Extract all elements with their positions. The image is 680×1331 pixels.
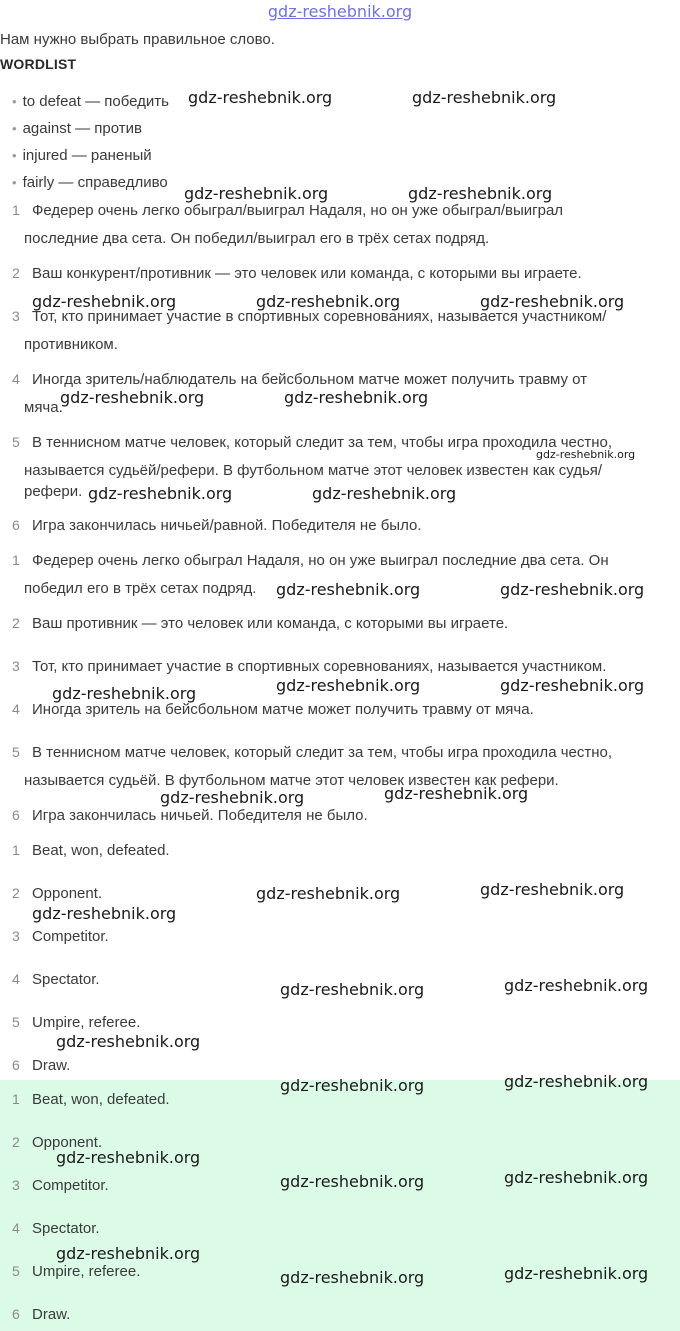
- watermark: gdz-reshebnik.org: [284, 388, 429, 407]
- bullet-icon: •: [12, 175, 17, 190]
- watermark: gdz-reshebnik.org: [280, 1268, 425, 1287]
- option-line: Иногда зритель/наблюдатель на бейсбольном матче может получить травму от: [32, 371, 588, 388]
- item-number: 3: [12, 658, 20, 674]
- watermark-link[interactable]: gdz-reshebnik.org: [267, 2, 413, 21]
- translation-line: Федерер очень легко обыграл Надаля, но он уже выиграл последние два сета. Он: [32, 552, 609, 569]
- watermark: gdz-reshebnik.org: [504, 976, 649, 995]
- wordlist-heading: WORDLIST: [0, 56, 77, 72]
- answer-line: Competitor.: [32, 928, 109, 945]
- intro-text: Нам нужно выбрать правильное слово.: [0, 31, 275, 48]
- option-line: В теннисном матче человек, который следит за тем, чтобы игра проходила честно,: [32, 434, 613, 451]
- answer-line: Draw.: [32, 1057, 71, 1074]
- item-number: 1: [12, 1091, 20, 1107]
- watermark: gdz-reshebnik.org: [408, 184, 553, 203]
- highlighted-answer-line: Spectator.: [32, 1220, 100, 1237]
- translation-line: Тот, кто принимает участие в спортивных соревнованиях, называется участником.: [32, 658, 607, 675]
- translation-line: Игра закончилась ничьей. Победителя не было.: [32, 807, 368, 824]
- watermark: gdz-reshebnik.org: [32, 292, 177, 311]
- option-line: называется судьёй/рефери. В футбольном матче этот человек известен как судья/: [24, 462, 603, 479]
- watermark: gdz-reshebnik.org: [504, 1072, 649, 1091]
- highlighted-answer-line: Opponent.: [32, 1134, 103, 1151]
- item-number: 5: [12, 744, 20, 760]
- item-number: 4: [12, 971, 20, 987]
- watermark: gdz-reshebnik.org: [280, 1076, 425, 1095]
- watermark: gdz-reshebnik.org: [276, 676, 421, 695]
- watermark: gdz-reshebnik.org: [504, 1168, 649, 1187]
- translation-line: Ваш противник — это человек или команда, с которыми вы играете.: [32, 615, 509, 632]
- option-line: Федерер очень легко обыграл/выиграл Надаля, но он уже обыграл/выиграл: [32, 202, 564, 219]
- watermark: gdz-reshebnik.org: [56, 1244, 201, 1263]
- item-number: 5: [12, 1263, 20, 1279]
- item-number: 6: [12, 517, 20, 533]
- watermark: gdz-reshebnik.org: [88, 484, 233, 503]
- option-line: последние два сета. Он победил/выиграл его в трёх сетах подряд.: [24, 230, 490, 247]
- watermark: gdz-reshebnik.org: [412, 88, 557, 107]
- item-number: 6: [12, 807, 20, 823]
- watermark: gdz-reshebnik.org: [56, 1148, 201, 1167]
- answer-line: Umpire, referee.: [32, 1014, 141, 1031]
- watermark: gdz-reshebnik.org: [280, 1172, 425, 1191]
- bullet-icon: •: [12, 121, 17, 136]
- item-number: 4: [12, 1220, 20, 1236]
- watermark: gdz-reshebnik.org: [480, 292, 625, 311]
- item-number: 5: [12, 434, 20, 450]
- translation-line: Иногда зритель на бейсбольном матче может получить травму от мяча.: [32, 701, 534, 718]
- item-number: 3: [12, 928, 20, 944]
- answer-line: Beat, won, defeated.: [32, 842, 170, 859]
- item-number: 6: [12, 1057, 20, 1073]
- item-number: 4: [12, 371, 20, 387]
- option-line: Игра закончилась ничьей/равной. Победителя не было.: [32, 517, 422, 534]
- item-number: 1: [12, 842, 20, 858]
- watermark: gdz-reshebnik.org: [60, 388, 205, 407]
- watermark: gdz-reshebnik.org: [500, 580, 645, 599]
- highlighted-answer-line: Umpire, referee.: [32, 1263, 141, 1280]
- watermark: gdz-reshebnik.org: [504, 1264, 649, 1283]
- highlighted-answer-line: Draw.: [32, 1306, 71, 1323]
- answer-line: Opponent.: [32, 885, 103, 902]
- wordlist-item: • fairly — справедливо: [12, 174, 168, 191]
- item-number: 3: [12, 1177, 20, 1193]
- item-number: 2: [12, 615, 20, 631]
- item-number: 2: [12, 265, 20, 281]
- bullet-icon: •: [12, 94, 17, 109]
- watermark: gdz-reshebnik.org: [500, 676, 645, 695]
- watermark: gdz-reshebnik.org: [536, 448, 636, 461]
- watermark: gdz-reshebnik.org: [184, 184, 329, 203]
- highlighted-answer-line: Beat, won, defeated.: [32, 1091, 170, 1108]
- watermark: gdz-reshebnik.org: [276, 580, 421, 599]
- option-line: рефери.: [24, 483, 83, 500]
- option-line: Ваш конкурент/противник — это человек или команда, с которыми вы играете.: [32, 265, 582, 282]
- item-number: 2: [12, 1134, 20, 1150]
- translation-line: называется судьёй. В футбольном матче этот человек известен как рефери.: [24, 772, 559, 789]
- watermark: gdz-reshebnik.org: [256, 292, 401, 311]
- option-line: Тот, кто принимает участие в спортивных соревнованиях, называется участником/: [32, 308, 607, 325]
- translation-line: В теннисном матче человек, который следит за тем, чтобы игра проходила честно,: [32, 744, 613, 761]
- watermark: gdz-reshebnik.org: [312, 484, 457, 503]
- watermark: gdz-reshebnik.org: [188, 88, 333, 107]
- option-line: мяча.: [24, 399, 63, 416]
- wordlist-item: • against — против: [12, 120, 142, 137]
- item-number: 6: [12, 1306, 20, 1322]
- highlighted-answers-panel: [0, 1080, 680, 1331]
- wordlist-item: • to defeat — победить: [12, 93, 169, 110]
- watermark: gdz-reshebnik.org: [160, 788, 305, 807]
- watermark: gdz-reshebnik.org: [32, 904, 177, 923]
- item-number: 4: [12, 701, 20, 717]
- watermark: gdz-reshebnik.org: [280, 980, 425, 999]
- item-number: 1: [12, 202, 20, 218]
- watermark: gdz-reshebnik.org: [56, 1032, 201, 1051]
- item-number: 5: [12, 1014, 20, 1030]
- answer-line: Spectator.: [32, 971, 100, 988]
- highlighted-answer-line: Competitor.: [32, 1177, 109, 1194]
- item-number: 3: [12, 308, 20, 324]
- item-number: 1: [12, 552, 20, 568]
- wordlist-item: • injured — раненый: [12, 147, 152, 164]
- bullet-icon: •: [12, 148, 17, 163]
- watermark: gdz-reshebnik.org: [384, 784, 529, 803]
- translation-line: победил его в трёх сетах подряд.: [24, 580, 257, 597]
- watermark: gdz-reshebnik.org: [480, 880, 625, 899]
- item-number: 2: [12, 885, 20, 901]
- watermark: gdz-reshebnik.org: [52, 684, 197, 703]
- option-line: противником.: [24, 336, 118, 353]
- watermark: gdz-reshebnik.org: [256, 884, 401, 903]
